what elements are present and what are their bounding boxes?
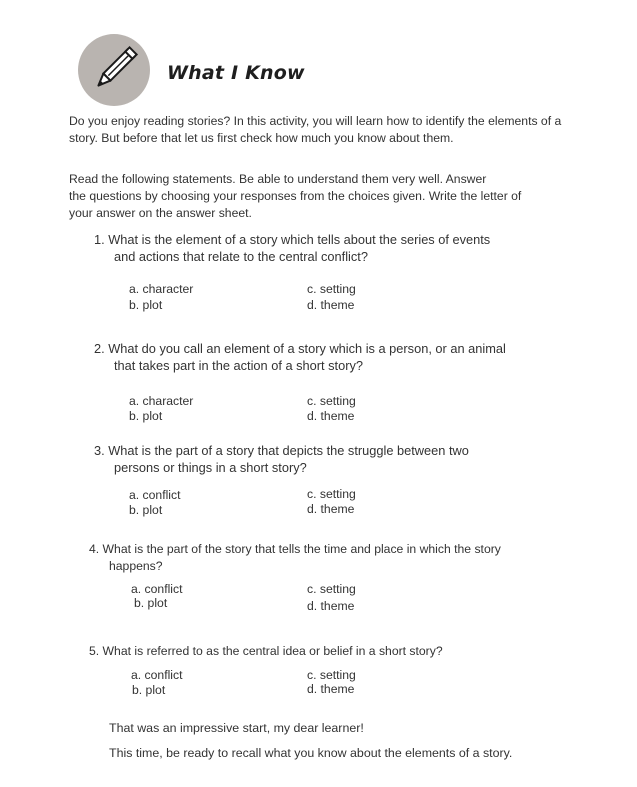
instructions-paragraph — [69, 171, 521, 222]
question-text: persons or things in a short story? — [114, 460, 307, 475]
option-d: d. theme — [307, 599, 355, 613]
option-b: b. plot — [129, 409, 163, 423]
option-d: d. theme — [307, 409, 355, 423]
pencil-icon — [78, 34, 150, 106]
option-c: c. setting — [307, 668, 356, 682]
page-title: What I Know — [167, 62, 305, 84]
option-c: c. setting — [307, 582, 356, 596]
option-a: a. character — [129, 282, 194, 296]
question-1 — [94, 231, 490, 265]
instructions-line: Read the following statements. Be able to understand them very well. Answer — [69, 172, 487, 186]
option-b: b. plot — [129, 503, 163, 517]
question-text: 4. What is the part of the story that tells the time and place in which the story — [89, 542, 501, 556]
option-a: a. conflict — [131, 668, 183, 682]
question-text: 2. What do you call an element of a story which is a person, or an animal — [94, 341, 506, 356]
question-2 — [94, 340, 506, 374]
question-4 — [89, 541, 501, 575]
instructions-line: the questions by choosing your responses from the choices given. Write the letter of — [69, 189, 522, 203]
question-3 — [94, 442, 469, 476]
question-text: and actions that relate to the central conflict? — [114, 249, 368, 264]
option-a: a. conflict — [129, 488, 181, 502]
option-d: d. theme — [307, 682, 355, 696]
option-a: a. conflict — [131, 582, 183, 596]
intro-line: story. But before that let us first check how much you know about them. — [69, 131, 454, 145]
question-text: 3. What is the part of a story that depicts the struggle between two — [94, 443, 469, 458]
intro-paragraph — [69, 113, 561, 147]
option-c: c. setting — [307, 282, 356, 296]
option-d: d. theme — [307, 298, 355, 312]
option-b: b. plot — [134, 596, 168, 610]
question-5 — [89, 643, 443, 660]
closing-line-1: That was an impressive start, my dear learner! — [109, 721, 364, 735]
intro-line: Do you enjoy reading stories? In this activity, you will learn how to identify the elements of a — [69, 114, 562, 128]
option-b: b. plot — [132, 683, 166, 697]
option-c: c. setting — [307, 487, 356, 501]
question-text: 1. What is the element of a story which tells about the series of events — [94, 232, 491, 247]
instructions-line: your answer on the answer sheet. — [69, 206, 252, 220]
question-text: that takes part in the action of a short story? — [114, 358, 363, 373]
closing-line-2: This time, be ready to recall what you know about the elements of a story. — [109, 746, 513, 760]
option-b: b. plot — [129, 298, 163, 312]
question-text: 5. What is referred to as the central idea or belief in a short story? — [89, 644, 443, 658]
option-d: d. theme — [307, 502, 355, 516]
option-c: c. setting — [307, 394, 356, 408]
question-text: happens? — [109, 559, 163, 573]
option-a: a. character — [129, 394, 194, 408]
